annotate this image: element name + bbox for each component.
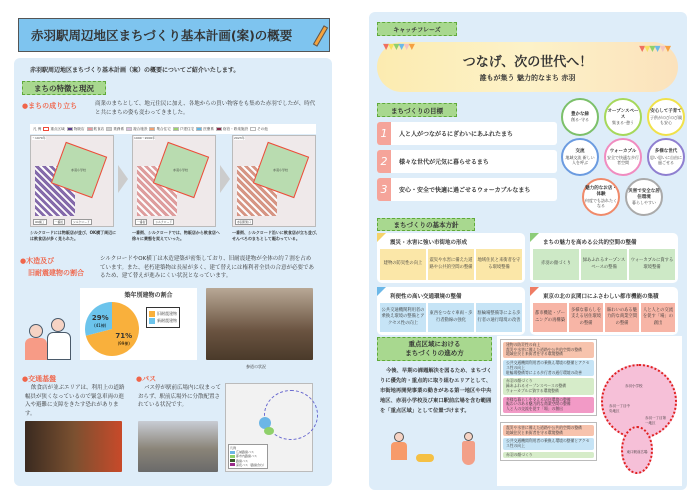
map-label-first: 赤羽一丁目第一地区: [645, 416, 666, 425]
policy-cell: 駐輪場整備等による歩行者の通行環境の改善: [476, 303, 522, 332]
catchphrase-sub: 誰もが集う 魅力的なまち 赤羽: [479, 74, 576, 82]
circle-sub: 何度でも訪れたくなる: [585, 197, 617, 208]
map-tags: [135, 219, 174, 225]
alley-photo: [25, 421, 122, 472]
policy-cell: ウォーカブルに資する環境整備: [629, 249, 675, 280]
focus-list-item: 人と人の交流を促す「場」の創出: [506, 406, 563, 412]
policy-cell: 賑わいのある魅力的な商業空間の整備: [605, 303, 639, 332]
legend-item: [173, 127, 194, 132]
policy-box: [530, 287, 678, 335]
map-tag: OK横丁: [35, 220, 45, 224]
circle-title: 豊かな緑: [571, 111, 589, 117]
focus-list-item: 震災や水害に備えた道路や公共的空間の整備: [506, 346, 582, 352]
pie-count-label: (99棟): [117, 341, 130, 347]
circle-title: 多様な世代: [654, 149, 678, 155]
pie-chart: [83, 300, 141, 358]
legend-label: 集合住宅: [156, 126, 171, 131]
focus-list-group: [503, 378, 594, 394]
focus-list-group: [503, 438, 594, 449]
bus-legend-label: 路線バス: [236, 458, 249, 463]
focus-list-item: 建物の防災性の向上: [506, 342, 541, 347]
policy-title-text: 東京の北の玄関口にふさわしい都市機能の集積: [543, 294, 659, 300]
legend-label: 戸建住宅: [179, 126, 195, 131]
policy-cell: 公共交通機関利用者の乗換え環境の整備とアクセス性の向上: [380, 303, 426, 332]
pie-count-label: (41棟): [94, 322, 107, 328]
catchphrase-banner: [377, 42, 678, 92]
focus-list-item: 公共交通機関利用者の乗換え環境の整備とアクセス性の向上: [506, 438, 590, 449]
policy-title-text: 震災・水害に強い市街地の形成: [390, 240, 468, 246]
pie-legend-label: 旧耐震建物: [157, 311, 177, 316]
pencil-icon: [313, 25, 328, 47]
bus-legend-swatch: [230, 455, 235, 458]
policy-corner: [530, 233, 539, 242]
goal-number: 1: [377, 122, 391, 145]
map-era: 2023年: [234, 136, 245, 140]
map-caption: シルクロードには物販店が並び、OK横丁周辺には飲食店が多く見られた。: [30, 230, 117, 241]
focus-list-item: 地域住民と来街者を守る環境整備: [506, 429, 563, 435]
focus-label-line1: 重点区域における: [408, 339, 461, 348]
legend-item: [87, 127, 105, 132]
policy-corner: [377, 287, 386, 296]
bus-legend-label: 凡例: [230, 446, 237, 450]
focus-list-group: [503, 397, 594, 413]
bus-legend-swatch: [230, 463, 235, 466]
policy-cell: 多様な暮らしを支える居住環境の整備: [569, 303, 603, 332]
focus-list-a: [500, 339, 597, 416]
land-use-map: [232, 135, 316, 227]
policy-label: まちづくりの基本方針: [377, 218, 475, 231]
wood-heading: [20, 256, 84, 280]
legend-item: [33, 127, 41, 132]
legend-label: 重点区域: [50, 126, 65, 131]
map-label-plaza: 東口駅前広場: [626, 450, 648, 454]
policy-title: [533, 290, 675, 303]
catchphrase-main: つなげ、次の世代へ！: [462, 55, 593, 70]
focus-list-item: 地域住民と来街者を守る環境整備: [506, 351, 563, 357]
origin-heading: ●まちの成り立ち: [22, 102, 78, 110]
policy-title: [380, 290, 522, 303]
focus-list-item: 緑あふれるオープンスペースの整備: [506, 383, 567, 389]
policy-box: [377, 287, 525, 335]
circle-sub: 地域交流 新しい人を呼ぶ: [565, 154, 595, 165]
pie-chart-box: [80, 288, 197, 360]
legend-swatch: [250, 127, 256, 131]
bus-legend-label: 都市内路線バス: [236, 454, 258, 459]
policy-box: [530, 233, 678, 283]
bus-legend-label: 深夜バス（路線含む）: [236, 462, 267, 467]
policy-cells: [380, 303, 522, 332]
map-caption: 一番街、シルクロード沿いに飲食店が立ち並び、せんべろのまちとして賑わっている。: [232, 230, 320, 241]
pie-legend-label: 新耐震建物: [157, 318, 177, 323]
goal-item: [377, 150, 557, 173]
land-use-map: [132, 135, 216, 227]
pie-legend-item: [149, 311, 177, 317]
map-school-label: 赤羽小学校: [71, 168, 87, 172]
goal-circle: [647, 98, 685, 136]
wood-text: シルクロードやOK横丁は木造建築が密集しており、旧耐震建物が全体の約７割を占めています。また、老朽建築物は長屋が多く、建て替えには権利者全員の合意が必要であるため、建て替えが進みにくい状況となっています。: [100, 256, 314, 280]
map-tag: 赤羽駅東口: [237, 220, 251, 224]
legend-item: [43, 127, 64, 132]
legend-label: その他: [257, 126, 268, 131]
pie-value-label: 71%: [115, 332, 133, 341]
street-photo: [206, 288, 313, 360]
circle-title: ウォーカブル: [609, 149, 637, 155]
policy-corner: [530, 287, 539, 296]
map-label-school: 赤羽小学校: [625, 384, 643, 388]
policy-cell: 都市機能・ゾーニングの再構築: [533, 303, 567, 332]
pie-legend: [146, 307, 180, 328]
map-tag: 一番街: [54, 220, 64, 224]
land-use-map: [30, 135, 114, 227]
policy-cell: 人と人との交流を促す「場」の創出: [641, 303, 675, 332]
bus-legend-swatch: [230, 459, 235, 462]
circle-sub: 集まる･憩う: [612, 120, 634, 126]
map-label-central: 赤羽一丁目中央地区: [609, 404, 630, 413]
legend-item: [126, 127, 147, 132]
map-tag: シルクロード: [73, 220, 90, 224]
legend-label: 宿泊・娯楽施設: [222, 126, 249, 131]
focus-label-line2: まちづくりの進め方: [405, 349, 464, 357]
circle-sub: 子供がのびのび親も安心: [650, 114, 682, 125]
bus-text: バス停が駅前広場内に収まっておらず、駅前広場外に分散配置されている状況です。: [138, 385, 222, 409]
policy-grid: [377, 233, 678, 335]
policy-cell: 震災や水害に備えた道路や公共的空間の整備: [428, 249, 474, 280]
land-use-maps: [30, 135, 320, 247]
goal-circle: [604, 138, 642, 176]
policy-title: [380, 236, 522, 249]
policy-cells: [533, 249, 675, 280]
legend-swatch: [196, 127, 202, 131]
map-tags: [235, 219, 253, 225]
intro-text: 赤羽駅周辺地区まちづくり基本計画（案）の概要についてご紹介いたします。: [30, 67, 240, 74]
goal-circle: [561, 138, 599, 176]
focus-list-item: 震災や水害に備えた道路や公共的空間の整備: [506, 424, 582, 430]
focus-list-item: 駐輪場整備等による歩行者の通行環境の改善: [506, 369, 582, 375]
goal-text: 人と人がつながるにぎわいにあふれたまち: [399, 131, 514, 138]
family-illustration: [25, 318, 75, 360]
page-title: 赤羽駅周辺地区まちづくり基本計画(案)の概要: [31, 28, 293, 43]
map-caption: 一番街、シルクロードでは、物販店から飲食店へ徐々に業態を変えていった。: [132, 230, 220, 241]
goals-label: まちづくりの目標: [377, 103, 457, 117]
focus-list-group: [503, 425, 594, 436]
pie-legend-swatch: [149, 311, 155, 317]
legend-item: [196, 127, 214, 132]
map-tag: シルクロード: [155, 220, 173, 224]
circle-sub: 安全で快適な歩行者空間: [607, 154, 639, 165]
legend-swatch: [43, 127, 49, 131]
policy-cell: 東西をつなぐ車両・歩行者動線の強化: [428, 303, 474, 332]
goal-circles: [561, 98, 685, 216]
legend-label: 複合施設: [133, 126, 148, 131]
circle-sub: 思い思いに自由に過ごせる: [650, 154, 682, 165]
legend-item: [149, 127, 170, 132]
pie-legend-item: [149, 318, 177, 324]
legend-label: 凡 例: [33, 126, 42, 131]
bus-stop-map: [225, 383, 313, 472]
goals-list: [377, 122, 557, 206]
legend-swatch: [87, 127, 93, 131]
bus-legend-swatch: [230, 451, 235, 454]
circle-title: オープンスペース: [607, 108, 639, 120]
circle-title: 魅力的なお店・体験: [585, 186, 617, 197]
focus-list-item: 賑わいのある魅力的な商業空間の整備: [506, 401, 571, 407]
map-era: 1990～2000年: [134, 136, 156, 140]
legend-item: [250, 127, 268, 132]
map-tags: [33, 219, 92, 225]
origin-text: 商業のまちとして、地元住民に加え、各地からの買い物客をも集めた赤羽でしたが、時代と共にまちの姿も変わってきました。: [95, 101, 316, 116]
goal-circle: [561, 98, 599, 136]
circle-title: 安心して子育て: [650, 109, 682, 115]
focus-area-map: [497, 336, 682, 486]
catchphrase-label: キャッチフレーズ: [377, 22, 457, 36]
legend-swatch: [173, 127, 179, 131]
bus-heading: ●バス: [136, 375, 157, 383]
goal-circle: [604, 98, 642, 136]
goal-circle: [625, 178, 663, 216]
policy-cell: 緑あふれるオープンスペースの整備: [581, 249, 627, 280]
goal-item: [377, 122, 557, 145]
legend-swatch: [67, 127, 73, 131]
legend-swatch: [149, 127, 155, 131]
legend-item: [216, 127, 248, 132]
legend-item: [106, 127, 124, 132]
focus-list-item: 赤羽の顔づくり: [506, 378, 533, 384]
legend-label: 医療系: [203, 126, 214, 131]
focus-list-item: ウォーカブルに資する環境整備: [506, 387, 559, 393]
goal-circle: [582, 178, 620, 216]
circle-title: 交流: [575, 149, 585, 155]
map-tag: 一番街: [137, 220, 146, 224]
arrow-right-icon: [220, 165, 230, 193]
legend-item: [67, 127, 85, 132]
policy-title: [533, 236, 675, 249]
arrow-right-icon: [118, 165, 128, 193]
focus-label: [377, 337, 492, 361]
policy-corner: [377, 233, 386, 242]
map-legend: [30, 124, 316, 134]
wood-heading-line2: 旧耐震建物の割合: [28, 268, 84, 277]
focus-list-item: 赤羽の顔づくり: [506, 451, 533, 457]
map-school-label: 赤羽小学校: [173, 168, 189, 172]
focus-list-group: [503, 452, 594, 459]
focus-list-item: 多様な暮らしを支える居住環境の整備: [506, 396, 571, 402]
legend-swatch: [106, 127, 112, 131]
focus-list-group: [503, 360, 594, 376]
policy-box: [377, 233, 525, 283]
goal-item: [377, 178, 557, 201]
policy-title-text: 利便性の高い交通環境の整備: [390, 294, 462, 300]
chart-title: 築年別建物の割合: [124, 292, 173, 299]
legend-swatch: [126, 127, 132, 131]
legend-label: 飲食店: [93, 126, 105, 131]
bunting-left: ▼▼▼▼▼▼: [383, 42, 414, 51]
map-era: ～1970年: [32, 136, 46, 140]
bus-legend-item: [230, 463, 266, 467]
focus-list-group: [503, 342, 594, 358]
focus-list-item: 公共交通機関利用者の乗換え環境の整備とアクセス性の向上: [506, 360, 590, 370]
bunting-right: ▼▼▼▼▼▼: [639, 44, 670, 53]
policy-cell: 赤羽の顔づくり: [533, 249, 579, 280]
wood-heading-line1: ●木造及び: [20, 257, 55, 265]
policy-cells: [533, 303, 675, 332]
focus-lists-column: [500, 339, 597, 461]
goal-text: 安心・安全で快適に過ごせるウォーカブルなまち: [399, 187, 531, 194]
policy-title-text: まちの魅力を高める公共的空間の整備: [543, 240, 637, 246]
bus-legend-label: 広域路線バス: [236, 450, 255, 455]
policy-cells: [380, 249, 522, 280]
focus-text: 今後、早期の課題解決を図るため、まちづくりに優先的・重点的に取り組むエリアとして、市街地再開発事業の動きがある第一地区や中央地区、赤羽小学校及び東口駅前広場を含む範囲を「重点区域」として位置づけます。: [380, 368, 492, 415]
focus-list-b: [500, 422, 597, 462]
pie-value-label: 29%: [91, 313, 109, 322]
legend-swatch: [216, 127, 222, 131]
legend-label: 物販店: [73, 126, 85, 131]
traffic-text: 飲食店が並ぶエリアは、利用上の道路幅員が狭くなっているので緊急車両の進入や避難に支障をきたす恐れがあります。: [25, 385, 125, 417]
bus-stop-photo: [138, 421, 218, 472]
left-title-banner: [18, 18, 330, 52]
goal-number: 2: [377, 150, 391, 173]
goal-number: 3: [377, 178, 391, 201]
goal-circle: [647, 138, 685, 176]
pie-legend-swatch: [149, 318, 155, 324]
circle-title: 災害で安全な居住環境: [628, 188, 660, 200]
circle-sub: 創る･守る: [571, 117, 589, 123]
bus-map-legend: [228, 444, 268, 469]
section-label-features: まちの特徴と現況: [22, 81, 106, 95]
goal-text: 様々な世代が元気に暮らせるまち: [399, 159, 489, 166]
policy-cell: 建物の防災性の向上: [380, 249, 426, 280]
policy-cell: 地域住民と来街者を守る環境整備: [476, 249, 522, 280]
circle-sub: 暮らしやすい: [632, 200, 656, 206]
map-school-label: 赤羽小学校: [273, 168, 289, 172]
photo-caption: 参道の状況: [246, 364, 266, 369]
dog-walk-illustration: [390, 430, 490, 475]
traffic-heading: ●交通基盤: [22, 375, 57, 383]
legend-label: 業務系: [113, 126, 125, 131]
